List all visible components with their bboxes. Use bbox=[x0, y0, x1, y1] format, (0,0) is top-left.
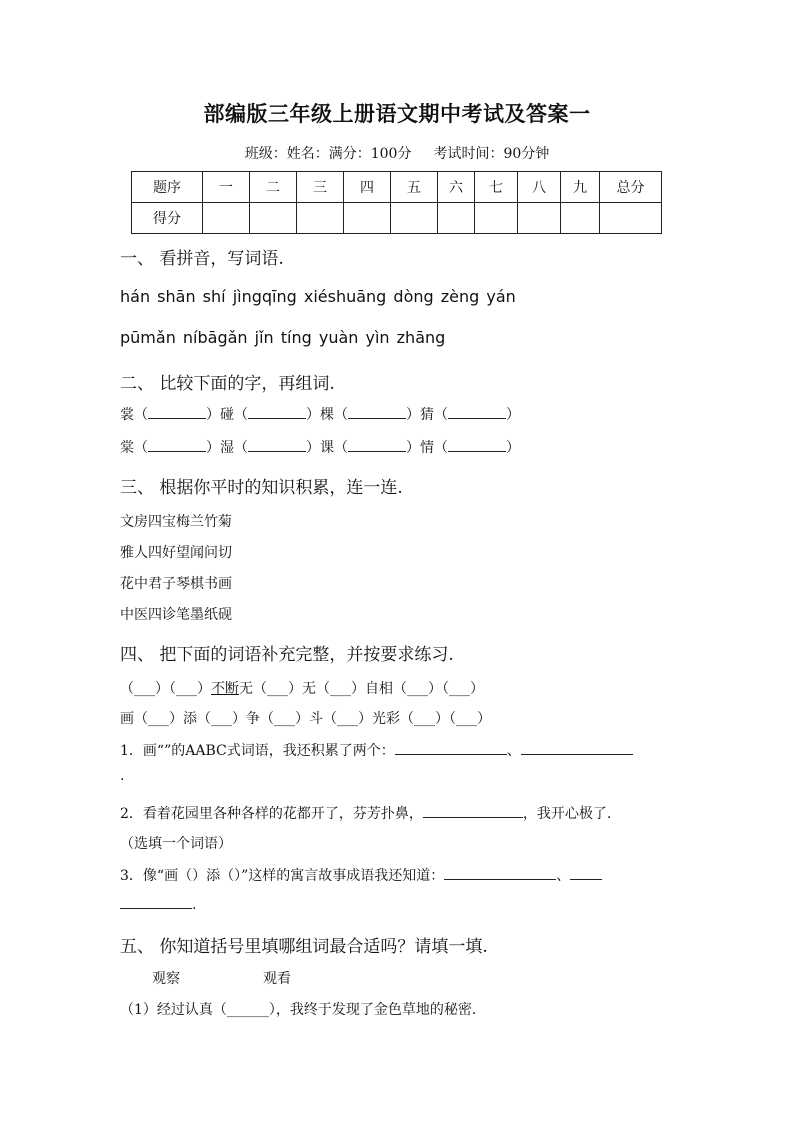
exam-info bbox=[0, 143, 794, 163]
class-name-score: 班级：姓名：满分：100分 bbox=[244, 146, 412, 162]
score-table bbox=[131, 171, 662, 234]
answer-blank[interactable] bbox=[120, 895, 192, 909]
idiom-row-1 bbox=[120, 678, 484, 698]
answer-blank[interactable] bbox=[248, 405, 306, 419]
score-cell[interactable] bbox=[203, 203, 250, 234]
score-table-header-row bbox=[132, 172, 662, 203]
underlined-word: 不断 bbox=[211, 681, 239, 697]
compare-char: 棠（ bbox=[120, 440, 148, 456]
word-choice: 观察 bbox=[152, 971, 180, 987]
score-header-cell: 四 bbox=[344, 172, 391, 203]
question-text: 3．像“画（）添（）”这样的寓言故事成语我还知道： bbox=[120, 868, 445, 884]
answer-blank[interactable] bbox=[521, 741, 633, 755]
pinyin-line-2: pūmǎn níbāgǎn jǐn tíng yuàn yìn zhāng bbox=[120, 328, 446, 347]
compare-char: ）碰（ bbox=[206, 407, 248, 423]
compare-char: ） bbox=[506, 407, 520, 423]
question-4-2-note: （选填一个词语） bbox=[120, 836, 232, 852]
question-4-1 bbox=[120, 740, 633, 760]
section-1-heading: 一、 看拼音，写词语. bbox=[120, 249, 284, 269]
page-title: 部编版三年级上册语文期中考试及答案一 bbox=[203, 101, 591, 126]
score-header-cell: 七 bbox=[475, 172, 518, 203]
score-row-label: 得分 bbox=[132, 203, 203, 234]
compare-char: ）猜（ bbox=[406, 407, 448, 423]
score-header-cell: 二 bbox=[250, 172, 297, 203]
compare-char: ）课（ bbox=[306, 440, 348, 456]
idiom-row-2[interactable]: 画（___）添（___）争（___）斗（___）光彩（___）（___） bbox=[120, 711, 491, 727]
score-cell[interactable] bbox=[250, 203, 297, 234]
answer-blank[interactable] bbox=[348, 438, 406, 452]
section-5-heading: 五、 你知道括号里填哪组词最合适吗？请填一填. bbox=[120, 937, 488, 957]
score-header-cell: 题序 bbox=[132, 172, 203, 203]
score-table-score-row bbox=[132, 203, 662, 234]
score-cell[interactable] bbox=[344, 203, 391, 234]
score-header-cell: 一 bbox=[203, 172, 250, 203]
compare-char: ） bbox=[506, 440, 520, 456]
score-cell[interactable] bbox=[297, 203, 344, 234]
question-4-2 bbox=[120, 803, 611, 823]
section-4-heading: 四、 把下面的词语补充完整，并按要求练习. bbox=[120, 645, 454, 665]
question-text: . bbox=[192, 897, 197, 913]
score-header-cell: 九 bbox=[561, 172, 600, 203]
question-5-1[interactable]: （1）经过认真（______），我终于发现了金色草地的秘密. bbox=[120, 1002, 477, 1018]
section-3-heading: 三、 根据你平时的知识积累，连一连. bbox=[120, 478, 403, 498]
answer-blank[interactable] bbox=[444, 866, 556, 880]
score-cell[interactable] bbox=[438, 203, 475, 234]
answer-blank[interactable] bbox=[570, 866, 602, 880]
answer-blank[interactable] bbox=[448, 438, 506, 452]
compare-char: 裳（ bbox=[120, 407, 148, 423]
score-cell[interactable] bbox=[561, 203, 600, 234]
match-item[interactable]: 文房四宝梅兰竹菊 bbox=[120, 514, 232, 530]
compare-char: ）棵（ bbox=[306, 407, 348, 423]
match-item[interactable]: 雅人四好望闻问切 bbox=[120, 545, 232, 561]
match-item[interactable]: 花中君子琴棋书画 bbox=[120, 576, 232, 592]
compare-row-2 bbox=[120, 437, 520, 457]
compare-char: ）情（ bbox=[406, 440, 448, 456]
score-header-cell: 八 bbox=[518, 172, 561, 203]
question-text: 2．看着花园里各种各样的花都开了，芬芳扑鼻， bbox=[120, 806, 423, 822]
score-cell[interactable] bbox=[391, 203, 438, 234]
word-choice: 观看 bbox=[263, 971, 291, 987]
question-4-3 bbox=[120, 865, 602, 885]
answer-blank[interactable] bbox=[423, 804, 523, 818]
answer-blank[interactable] bbox=[448, 405, 506, 419]
answer-blank[interactable] bbox=[148, 405, 206, 419]
pinyin-line-1: hán shān shí jìngqīng xiéshuāng dòng zèng yán bbox=[120, 287, 516, 306]
idiom-blanks[interactable]: 无（___）无（___）自相（___）（___） bbox=[239, 681, 484, 697]
question-text: ，我开心极了. bbox=[522, 806, 612, 822]
score-header-cell: 总分 bbox=[600, 172, 662, 203]
score-cell[interactable] bbox=[600, 203, 662, 234]
match-item[interactable]: 中医四诊笔墨纸砚 bbox=[120, 607, 232, 623]
question-4-3-cont bbox=[120, 895, 196, 913]
score-cell[interactable] bbox=[475, 203, 518, 234]
section-2-heading: 二、 比较下面的字，再组词. bbox=[120, 374, 335, 394]
score-header-cell: 五 bbox=[391, 172, 438, 203]
score-cell[interactable] bbox=[518, 203, 561, 234]
answer-blank[interactable] bbox=[148, 438, 206, 452]
question-text: 1．画“”的AABC式词语，我还积累了两个： bbox=[120, 743, 395, 759]
exam-time: 考试时间：90分钟 bbox=[433, 146, 550, 162]
idiom-blanks[interactable]: （___）（___） bbox=[120, 681, 211, 697]
score-header-cell: 三 bbox=[297, 172, 344, 203]
question-4-1-end: . bbox=[120, 768, 125, 784]
separator: 、 bbox=[556, 868, 571, 884]
answer-blank[interactable] bbox=[395, 741, 507, 755]
score-header-cell: 六 bbox=[438, 172, 475, 203]
compare-char: ）湿（ bbox=[206, 440, 248, 456]
answer-blank[interactable] bbox=[248, 438, 306, 452]
separator: 、 bbox=[506, 743, 521, 759]
answer-blank[interactable] bbox=[348, 405, 406, 419]
compare-row-1 bbox=[120, 404, 520, 424]
